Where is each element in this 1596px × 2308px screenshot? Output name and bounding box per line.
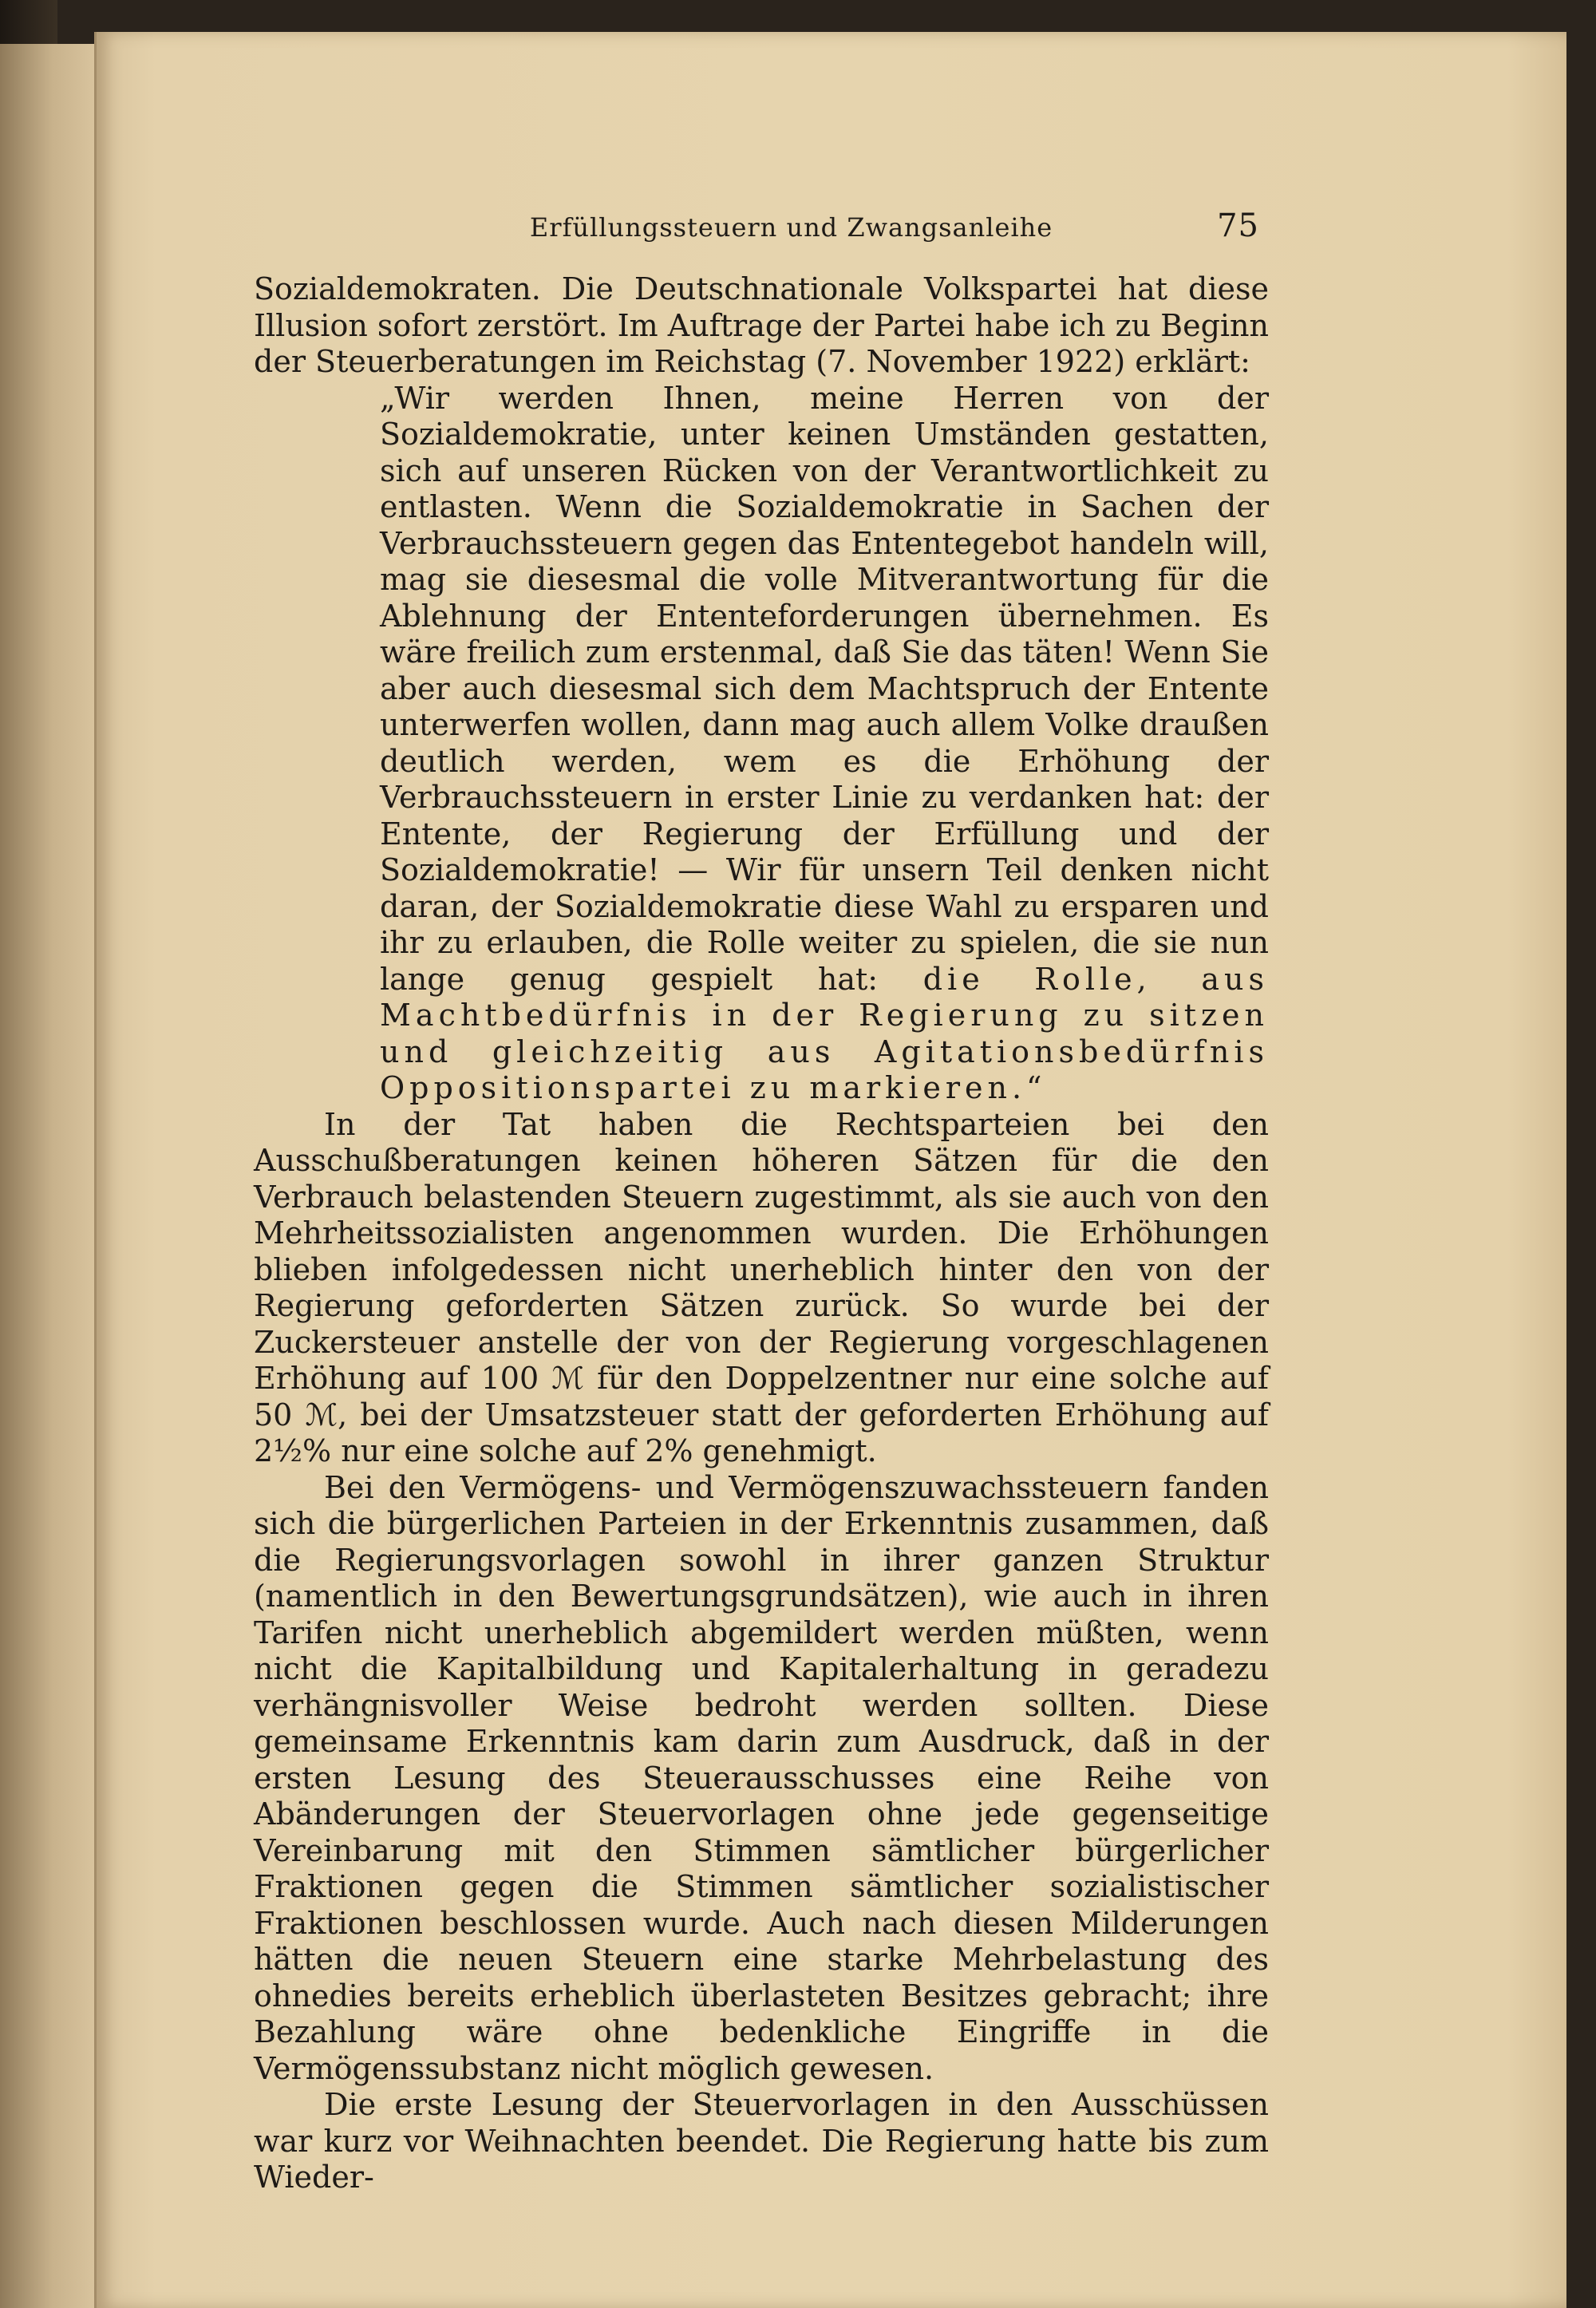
block-quote xyxy=(254,381,1269,1107)
paragraph: Bei den Vermögens- und Vermögenszuwachssteuern fanden sich die bürgerlichen Parteien in der Erkenntnis zusammen, daß die Regierungsvorlagen sowohl in ihrer ganzen Struktur (namentlich in den Bewertungsgrundsätzen), wie auch in ihren Tarifen nicht unerheblich abgemildert werden müßten, wenn nicht die Kapitalbildung und Kapitalerhaltung in geradezu verhängnisvoller Weise bedroht werden sollten. Diese gemeinsame Erkenntnis kam darin zum Ausdruck, daß in der ersten Lesung des Steuerausschusses eine Reihe von Abänderungen der Steuervorlagen ohne jede gegenseitige Vereinbarung mit den Stimmen sämtlicher bürgerlicher Fraktionen gegen die Stimmen sämtlicher sozialistischer Fraktionen beschlossen wurde. Auch nach diesen Milderungen hätten die neuen Steuern eine starke Mehrbelastung des ohnedies bereits erheblich überlasteten Besitzes gebracht; ihre Bezahlung wäre ohne bedenkliche Eingriffe in die Vermögenssubstanz nicht möglich gewesen. xyxy=(254,1469,1269,2086)
previous-page-edge xyxy=(0,44,97,2308)
page-text-block xyxy=(254,207,1269,2196)
paragraph: Die erste Lesung der Steuervorlagen in den Ausschüssen war kurz vor Weihnachten beendet. Die Regierung hatte bis zum Wieder- xyxy=(254,2087,1269,2195)
running-title: Erfüllungssteuern und Zwangsanleihe xyxy=(529,212,1053,243)
paragraph: In der Tat haben die Rechtsparteien bei den Ausschußberatungen keinen höheren Sätzen für die den Verbrauch belastenden Steuern zugestimmt, als sie auch von den Mehrheitssozialisten angenommen wurden. Die Erhöhungen blieben infolgedessen nicht unerheblich hinter den von der Regierung geforderten Sätzen zurück. So wurde bei der Zuckersteuer anstelle der von der Regierung vorgeschlagenen Erhöhung auf 100 ℳ für den Doppelzentner nur eine solche auf 50 ℳ, bei der Umsatzsteuer statt der geforderten Erhöhung auf 2½% nur eine solche auf 2% genehmigt. xyxy=(254,1106,1269,1468)
paragraph-continuation: Sozialdemokraten. Die Deutschnationale Volkspartei hat diese Illusion sofort zerstört. Im Auftrage der Partei habe ich zu Beginn der Steuerberatungen im Reichstag (7. November 1922) erklärt: xyxy=(254,271,1269,379)
quote-text: „Wir werden Ihnen, meine Herren von der Sozialdemokratie, unter keinen Umständen gestatten, sich auf unseren Rücken von der Verantwortlichkeit zu entlasten. Wenn die Sozialdemokratie in Sachen der Verbrauchssteuern gegen das Ententegebot handeln will, mag sie diesesmal die volle Mitverantwortung für die Ablehnung der Ententeforderungen übernehmen. Es wäre freilich zum erstenmal, daß Sie das täten! Wenn Sie aber auch diesesmal sich dem Machtspruch der Entente unterwerfen wollen, dann mag auch allem Volke draußen deutlich werden, wem es die Erhöhung der Verbrauchssteuern in erster Linie zu verdanken hat: der Entente, der Regierung der Erfüllung und der Sozialdemokratie! — Wir für unsern Teil denken nicht daran, der Sozialdemokratie diese Wahl zu ersparen und ihr zu erlauben, die Rolle weiter zu spielen, die sie nun lange genug gespielt hat: xyxy=(380,380,1269,997)
body-text xyxy=(254,271,1269,2196)
running-head xyxy=(254,207,1269,271)
page-number: 75 xyxy=(1217,207,1259,244)
quote-spaced-emphasis: die Rolle, aus Machtbedürfnis in der Regierung zu sitzen und gleichzeitig aus Agitationsbedürfnis Oppositionspartei zu markieren.“ xyxy=(380,961,1269,1105)
